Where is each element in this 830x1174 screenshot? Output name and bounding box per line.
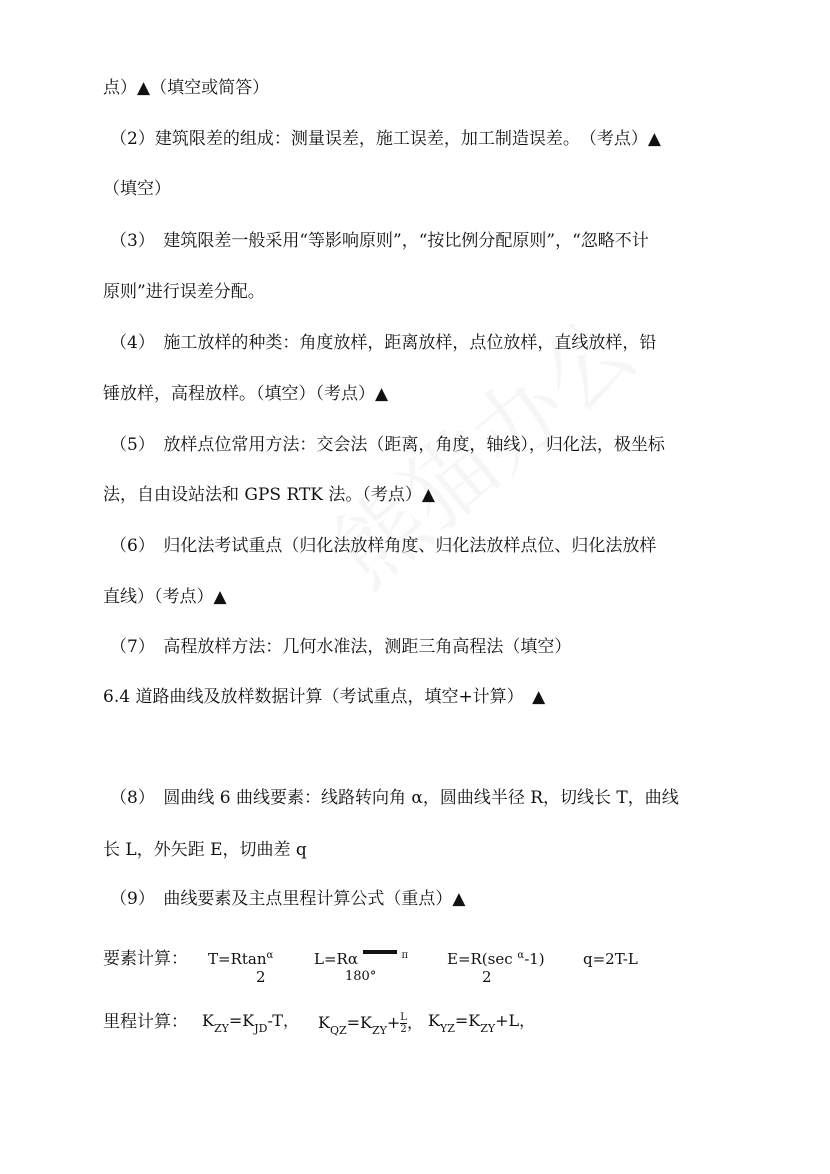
text-line: （2）建筑限差的组成：测量误差，施工误差，加工制造误差。 （考点）▲ xyxy=(110,129,661,149)
text-line: （5） 放样点位常用方法：交会法（距离，角度，轴线），归化法，极坐标 xyxy=(110,435,665,455)
formula-E: E=R(sec $^\alpha$-1) xyxy=(447,950,545,968)
formula-q: q=2T-L xyxy=(583,950,638,968)
formula-K-YZ: $K_{YZ}=K_{ZY}+L$， xyxy=(428,1011,536,1035)
formula-T: T=Rtan$^\alpha$ xyxy=(208,950,274,968)
text-line: （填空） xyxy=(103,179,171,199)
text-line: （9） 曲线要素及主点里程计算公式（重点）▲ xyxy=(110,889,466,909)
text-line: （4） 施工放样的种类：角度放样，距离放样，点位放样，直线放样，铅 xyxy=(110,333,657,353)
text-line: 长 L，外矢距 E，切曲差 q xyxy=(103,840,307,860)
text-line: 法，自由设站法和 GPS RTK 法。（考点）▲ xyxy=(103,485,435,505)
formula-E-denominator: 2 xyxy=(482,968,492,986)
elements-label: 要素计算： xyxy=(103,949,188,969)
text-line: 原则”进行误差分配。 xyxy=(103,282,265,302)
text-line: 直线）（考点）▲ xyxy=(103,587,227,607)
text-line: （7） 高程放样方法：几何水准法，测距三角高程法（填空） xyxy=(110,637,572,657)
formula-T-denominator: 2 xyxy=(256,968,266,986)
text-line: 锤放样，高程放样。（填空）（考点）▲ xyxy=(103,384,389,404)
formula-L: L=Rα $^\pi$ xyxy=(314,950,409,968)
text-line: 点）▲（填空或简答） xyxy=(103,78,270,98)
formula-L-denominator: 180° xyxy=(345,969,377,984)
formula-K-QZ: $K_{QZ}=K_{ZY}+$ $\frac{L}{2}$ ， xyxy=(318,1012,423,1037)
text-line: （6） 归化法考试重点（归化法放样角度、归化法放样点位、归化法放样 xyxy=(110,536,657,556)
text-line: （8） 圆曲线 6 曲线要素：线路转向角 α，圆曲线半径 R，切线长 T，曲线 xyxy=(110,788,679,808)
section-heading: 6.4 道路曲线及放样数据计算（考试重点，填空+计算） ▲ xyxy=(103,687,546,707)
mileage-label: 里程计算： xyxy=(103,1012,188,1032)
formula-K-ZY: $K_{ZY}=K_{JD}-T$， xyxy=(202,1011,299,1035)
text-line: （3） 建筑限差一般采用“等影响原则”，“按比例分配原则”，“忽略不计 xyxy=(110,231,649,251)
